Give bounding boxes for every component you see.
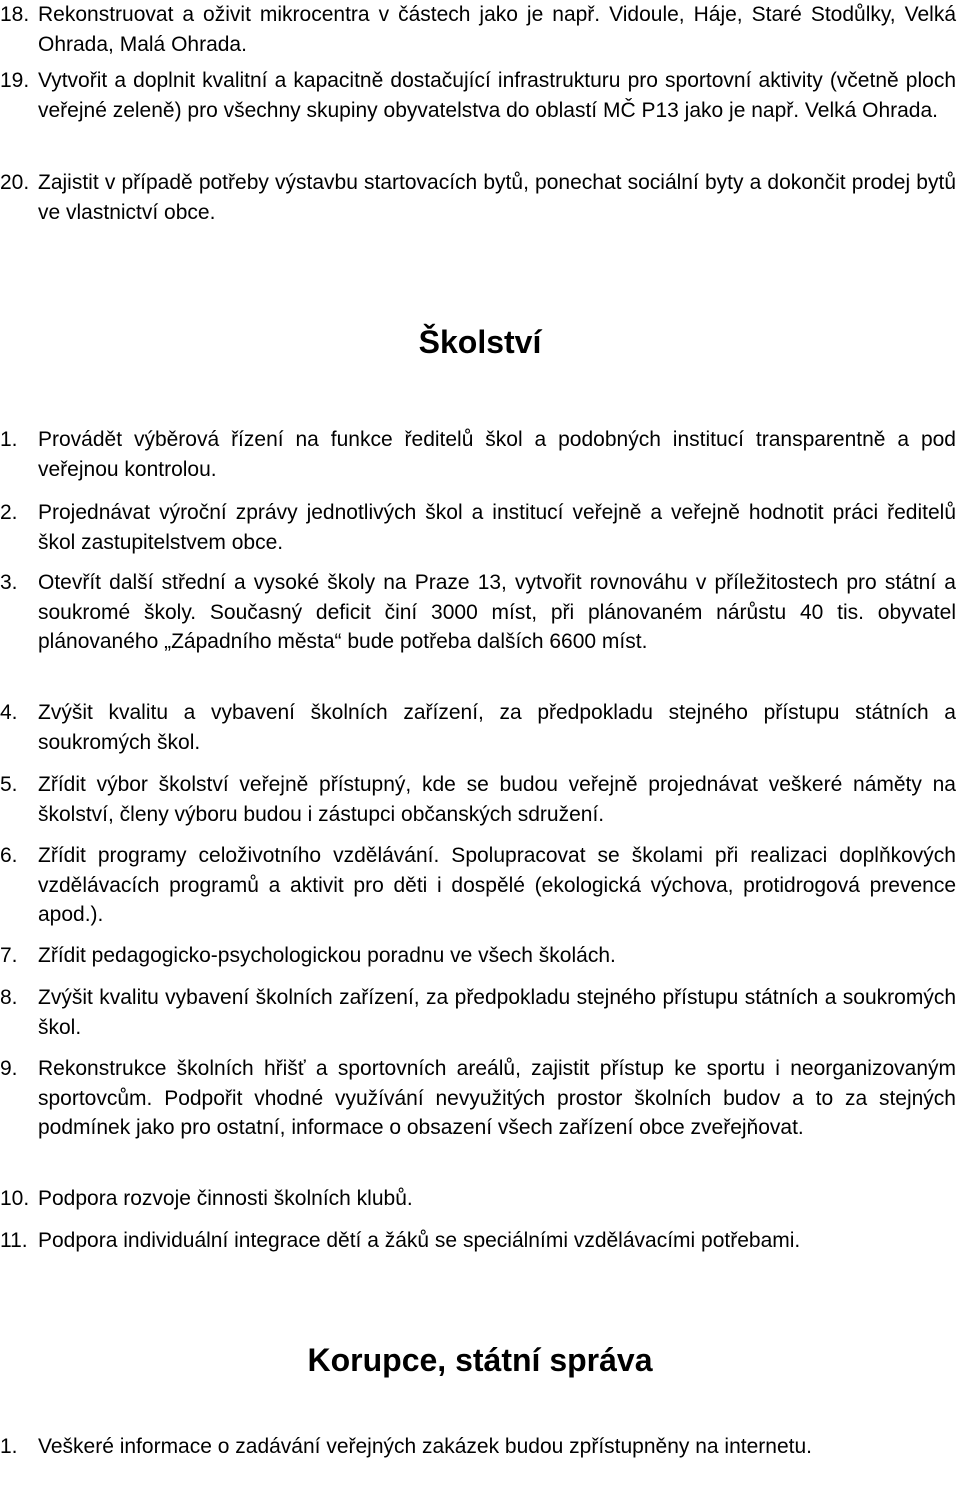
list-item-text: Zvýšit kvalitu a vybavení školních zařízení, za předpokladu stejného přístupu státních a soukromých škol. bbox=[38, 701, 956, 754]
list-item-text: Projednávat výroční zprávy jednotlivých škol a institucí veřejně a veřejně hodnotit práci ředitelů škol zastupitelstvem obce. bbox=[38, 501, 956, 554]
list-item-text: Veškeré informace o zadávání veřejných zakázek budou zpřístupněny na internetu. bbox=[38, 1435, 812, 1458]
school-item-2 bbox=[0, 498, 956, 557]
section-heading-corruption: Korupce, státní správa bbox=[307, 1342, 653, 1378]
list-item-number: 2. bbox=[0, 501, 18, 524]
list-item-number: 19. bbox=[0, 69, 30, 92]
list-item-19 bbox=[0, 66, 956, 125]
list-item-text: Zajistit v případě potřeby výstavbu startovacích bytů, ponechat sociální byty a dokončit prodej bytů ve vlastnictví obce. bbox=[38, 171, 956, 224]
list-item-number: 5. bbox=[0, 773, 18, 796]
list-item-number: 1. bbox=[0, 1435, 18, 1458]
corruption-item-1 bbox=[0, 1432, 956, 1462]
school-item-1 bbox=[0, 425, 956, 484]
list-item-text: Vytvořit a doplnit kvalitní a kapacitně dostačující infrastrukturu pro sportovní aktivity (včetně ploch veřejné zeleně) pro všechny skupiny obyvatelstva do oblastí MČ P13 jako je např. Velká Ohrada. bbox=[38, 69, 956, 122]
list-item-number: 7. bbox=[0, 944, 18, 967]
list-item-text: Rekonstrukce školních hřišť a sportovních areálů, zajistit přístup ke sportu i neorganizovaným sportovcům. Podpořit vhodné využívání nevyužitých prostor školních budov a to za stejných podmínek jako pro ostatní, informace o obsazení všech zařízení obce zveřejňovat. bbox=[38, 1057, 956, 1139]
school-item-11 bbox=[0, 1226, 956, 1256]
list-item-number: 6. bbox=[0, 844, 18, 867]
list-item-text: Podpora individuální integrace dětí a žáků se speciálními vzdělávacími potřebami. bbox=[38, 1229, 801, 1252]
list-item-text: Otevřít další střední a vysoké školy na Praze 13, vytvořit rovnováhu v příležitostech pro státní a soukromé školy. Současný deficit činí 3000 míst, při plánovaném nárůstu 40 tis. obyvatel plánovaného „Západního města“ bude potřeba dalších 6600 míst. bbox=[38, 571, 956, 653]
list-item-text: Provádět výběrová řízení na funkce ředitelů škol a podobných institucí transparentně a pod veřejnou kontrolou. bbox=[38, 428, 956, 481]
school-item-5 bbox=[0, 770, 956, 829]
list-item-number: 18. bbox=[0, 3, 30, 26]
list-item-18 bbox=[0, 0, 956, 59]
list-item-number: 10. bbox=[0, 1187, 30, 1210]
school-item-3 bbox=[0, 568, 956, 657]
list-item-text: Podpora rozvoje činnosti školních klubů. bbox=[38, 1187, 413, 1210]
list-item-20 bbox=[0, 168, 956, 227]
list-item-text: Zřídit programy celoživotního vzdělávání. Spolupracovat se školami při realizaci doplňkových vzdělávacích programů a aktivit pro děti i dospělé (ekologická výchova, protidrogová prevence apod.). bbox=[38, 844, 956, 926]
list-item-number: 11. bbox=[0, 1229, 28, 1252]
school-item-8 bbox=[0, 983, 956, 1042]
list-item-number: 8. bbox=[0, 986, 18, 1009]
list-item-number: 4. bbox=[0, 701, 18, 724]
list-item-text: Zřídit pedagogicko-psychologickou poradnu ve všech školách. bbox=[38, 944, 616, 967]
list-item-number: 20. bbox=[0, 171, 30, 194]
list-item-text: Rekonstruovat a oživit mikrocentra v částech jako je např. Vidoule, Háje, Staré Stodůlky, Velká Ohrada, Malá Ohrada. bbox=[38, 3, 956, 56]
list-item-number: 1. bbox=[0, 428, 18, 451]
school-item-6 bbox=[0, 841, 956, 930]
school-item-4 bbox=[0, 698, 956, 757]
section-heading-school: Školství bbox=[418, 324, 542, 360]
school-item-10 bbox=[0, 1184, 956, 1214]
school-item-7 bbox=[0, 941, 956, 971]
list-item-number: 9. bbox=[0, 1057, 18, 1080]
school-item-9 bbox=[0, 1054, 956, 1143]
list-item-text: Zvýšit kvalitu vybavení školních zařízení, za předpokladu stejného přístupu státních a soukromých škol. bbox=[38, 986, 956, 1039]
list-item-text: Zřídit výbor školství veřejně přístupný, kde se budou veřejně projednávat veškeré náměty na školství, členy výboru budou i zástupci občanských sdružení. bbox=[38, 773, 956, 826]
list-item-number: 3. bbox=[0, 571, 18, 594]
